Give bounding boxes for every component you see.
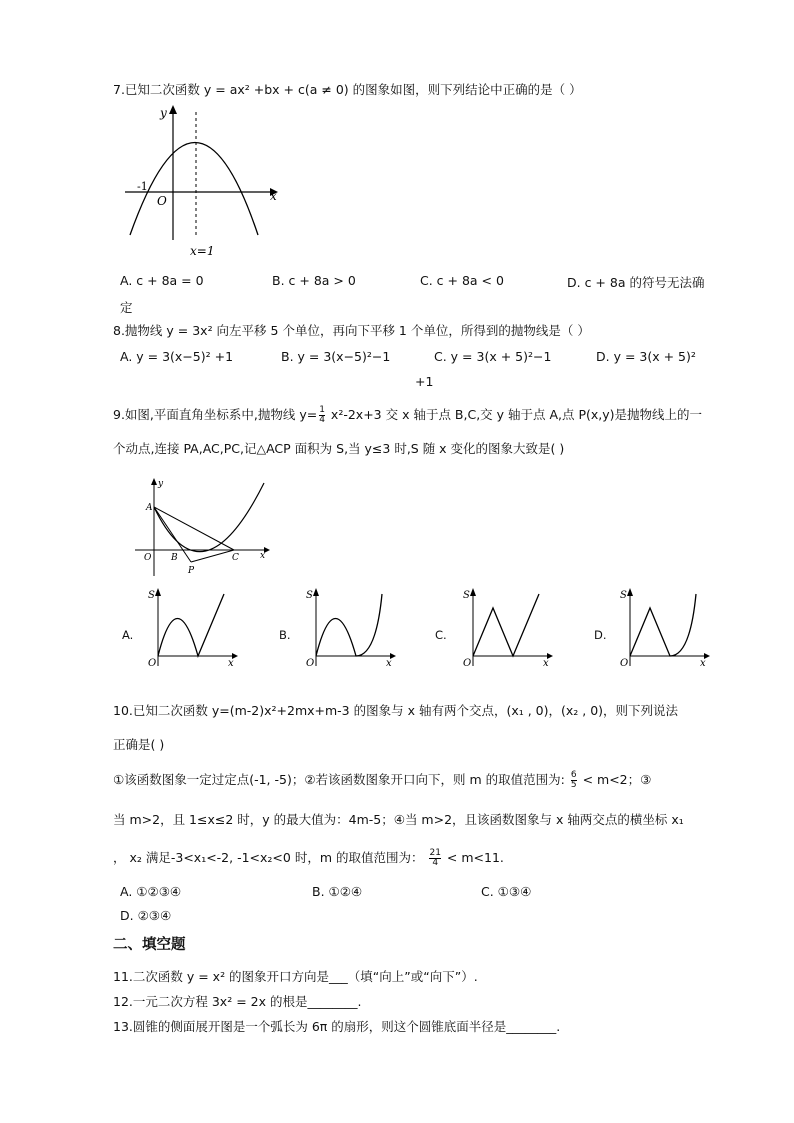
q9-parabola-graph <box>130 478 275 580</box>
q9-choice-c-label: C. <box>435 628 447 642</box>
svg-text:S: S <box>306 590 313 601</box>
svg-text:C: C <box>232 553 239 563</box>
svg-text:P: P <box>188 566 195 576</box>
svg-text:x: x <box>700 658 706 668</box>
q7-y-label: y <box>160 106 167 120</box>
q10-fraction-2: $\frac{21}{4}$ <box>429 848 441 868</box>
svg-text:B: B <box>171 553 178 563</box>
q7-origin-label: O <box>157 194 167 208</box>
q10-line4: 当 m>2，且 1≤x≤2 时，y 的最大值为：4m-5；④当 m>2，且该函数图象与 x 轴两交点的横坐标 x₁ <box>113 812 684 827</box>
svg-text:S: S <box>148 590 155 601</box>
q10-option-b: B. ①②④ <box>312 884 363 899</box>
q9-line1: 9.如图,平面直角坐标系中,抛物线 y= $\frac{1}{4}$ x²-2x+3 交 x 轴于点 B,C,交 y 轴于点 A,点 P(x,y)是抛物线上的一 <box>113 405 703 425</box>
q7-option-d: D. c + 8a 的符号无法确 <box>567 275 705 290</box>
svg-text:O: O <box>148 658 157 668</box>
svg-text:y: y <box>158 479 164 489</box>
svg-text:x: x <box>386 658 392 668</box>
q9-choice-d-label: D. <box>594 628 607 642</box>
q7-stem: 7.已知二次函数 y = ax² +bx + c(a ≠ 0) 的图象如图，则下列结论中正确的是（ ） <box>113 82 582 97</box>
q7-parabola-curve <box>130 143 258 236</box>
q9-fraction: $\frac{1}{4}$ <box>319 405 325 425</box>
q7-x-label: x <box>270 189 277 203</box>
svg-text:S: S <box>463 590 470 601</box>
svg-text:S: S <box>620 590 627 601</box>
q10-line2: 正确是( ) <box>113 737 165 752</box>
q13-text: 13.圆锥的侧面展开图是一个弧长为 6π 的扇形，则这个圆锥底面半径是________. <box>113 1019 561 1034</box>
q8-option-c: C. y = 3(x + 5)²−1 <box>434 349 552 364</box>
svg-text:O: O <box>144 553 152 563</box>
svg-text:x: x <box>543 658 549 668</box>
q10-option-a: A. ①②③④ <box>120 884 182 899</box>
q10-line3: ①该函数图象一定过定点(-1, -5)；②若该函数图象开口向下，则 m 的取值范围为: $\frac{6}{5}$ < m<2；③ <box>113 770 652 790</box>
svg-text:x: x <box>228 658 234 668</box>
q10-line1: 10.已知二次函数 y=(m-2)x²+2mx+m-3 的图象与 x 轴有两个交点，(x₁ , 0)，(x₂ , 0)，则下列说法 <box>113 703 679 718</box>
q9-choice-b-graph <box>300 586 400 668</box>
q7-option-b: B. c + 8a > 0 <box>272 273 356 288</box>
q9-line2: 个动点,连接 PA,AC,PC,记△ACP 面积为 S,当 y≤3 时,S 随 x 变化的图象大致是( ) <box>113 441 565 456</box>
svg-text:O: O <box>306 658 315 668</box>
q9-choice-b-label: B. <box>279 628 291 642</box>
section-heading-fill-in: 二、填空题 <box>113 937 186 953</box>
q8-option-b: B. y = 3(x−5)²−1 <box>281 349 391 364</box>
q10-line5: ， x₂ 满足-3<x₁<-2, -1<x₂<0 时，m 的取值范围为： $\frac{21}{4}$ < m<11. <box>113 848 504 868</box>
q7-option-a: A. c + 8a = 0 <box>120 273 204 288</box>
q10-fraction-1: $\frac{6}{5}$ <box>570 770 577 790</box>
svg-text:O: O <box>620 658 629 668</box>
q8-stem: 8.抛物线 y = 3x² 向左平移 5 个单位，再向下平移 1 个单位，所得到的抛物线是（ ） <box>113 323 590 338</box>
q8-option-d-continued: +1 <box>415 374 434 389</box>
q11-text: 11.二次函数 y = x² 的图象开口方向是___（填“向上”或“向下”）. <box>113 969 478 984</box>
q7-parabola-graph <box>120 100 290 260</box>
q10-option-d: D. ②③④ <box>120 908 172 923</box>
q8-option-a: A. y = 3(x−5)² +1 <box>120 349 234 364</box>
q8-option-d: D. y = 3(x + 5)² <box>596 349 696 364</box>
q12-text: 12.一元二次方程 3x² = 2x 的根是________. <box>113 994 362 1009</box>
q9-choice-a-label: A. <box>122 628 134 642</box>
q7-option-c: C. c + 8a < 0 <box>420 273 504 288</box>
svg-text:O: O <box>463 658 472 668</box>
q9-choice-c-graph <box>457 586 557 668</box>
svg-text:A: A <box>146 503 153 513</box>
q9-choice-d-graph <box>614 586 714 668</box>
svg-text:x: x <box>260 551 266 561</box>
q7-neg-one-label: -1 <box>137 180 148 193</box>
q7-option-d-continued: 定 <box>120 300 133 315</box>
q9-choice-a-graph <box>142 586 242 668</box>
q10-option-c: C. ①③④ <box>481 884 532 899</box>
q7-axis-line-label: x=1 <box>190 244 215 258</box>
